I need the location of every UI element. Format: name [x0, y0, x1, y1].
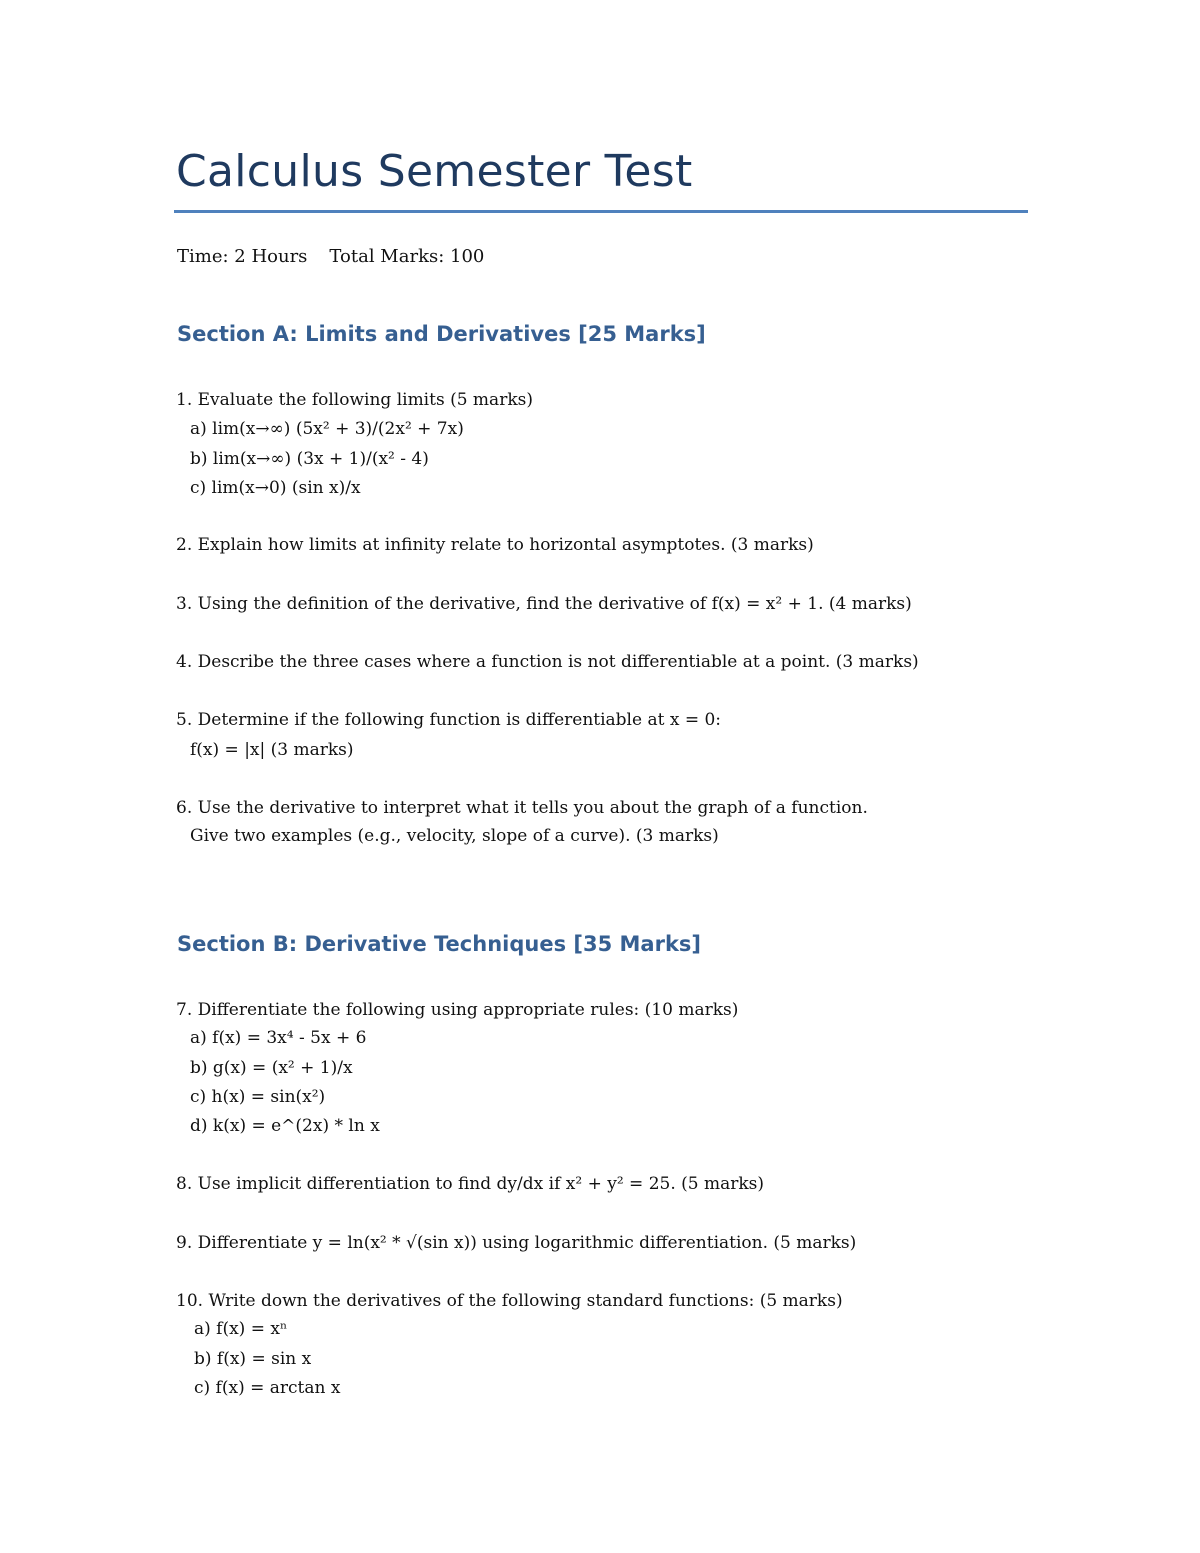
question-7: 7. Differentiate the following using appropriate rules: (10 marks) [176, 1000, 739, 1020]
question-10c: c) f(x) = arctan x [194, 1378, 341, 1398]
question-10b: b) f(x) = sin x [194, 1349, 312, 1369]
question-6: 6. Use the derivative to interpret what it tells you about the graph of a function. [176, 798, 868, 818]
test-info [177, 246, 484, 267]
question-4: 4. Describe the three cases where a function is not differentiable at a point. (3 marks) [176, 652, 919, 672]
question-3: 3. Using the definition of the derivative, find the derivative of f(x) = x² + 1. (4 marks) [176, 594, 912, 614]
total-marks: Total Marks: 100 [329, 246, 485, 267]
question-7c: c) h(x) = sin(x²) [190, 1087, 326, 1107]
title-divider [174, 210, 1028, 213]
time-limit: Time: 2 Hours [177, 246, 308, 267]
question-5-function: f(x) = |x| (3 marks) [190, 740, 354, 760]
question-1a: a) lim(x→∞) (5x² + 3)/(2x² + 7x) [190, 419, 464, 439]
question-7d: d) k(x) = e^(2x) * ln x [190, 1116, 380, 1136]
question-6-continued: Give two examples (e.g., velocity, slope of a curve). (3 marks) [190, 826, 719, 846]
section-b-heading: Section B: Derivative Techniques [35 Marks] [177, 932, 702, 956]
question-5: 5. Determine if the following function is differentiable at x = 0: [176, 710, 722, 730]
page-title: Calculus Semester Test [176, 146, 693, 197]
question-1b: b) lim(x→∞) (3x + 1)/(x² - 4) [190, 449, 429, 469]
section-a-heading: Section A: Limits and Derivatives [25 Marks] [177, 322, 706, 346]
question-7a: a) f(x) = 3x⁴ - 5x + 6 [190, 1028, 367, 1048]
question-2: 2. Explain how limits at infinity relate to horizontal asymptotes. (3 marks) [176, 535, 814, 555]
question-8: 8. Use implicit differentiation to find dy/dx if x² + y² = 25. (5 marks) [176, 1174, 765, 1194]
question-1: 1. Evaluate the following limits (5 marks) [176, 390, 533, 410]
question-9: 9. Differentiate y = ln(x² * √(sin x)) using logarithmic differentiation. (5 marks) [176, 1233, 857, 1253]
question-1c: c) lim(x→0) (sin x)/x [190, 478, 361, 498]
question-10a: a) f(x) = xⁿ [194, 1319, 288, 1339]
question-7b: b) g(x) = (x² + 1)/x [190, 1058, 353, 1078]
question-10: 10. Write down the derivatives of the following standard functions: (5 marks) [176, 1291, 843, 1311]
